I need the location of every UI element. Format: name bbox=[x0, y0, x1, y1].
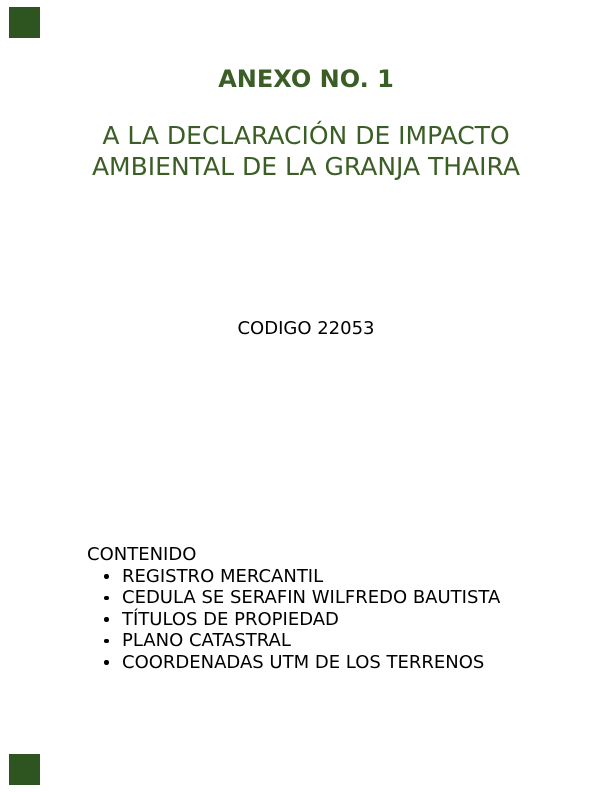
bullet-icon bbox=[104, 660, 109, 665]
list-item bbox=[87, 630, 582, 652]
page-title: ANEXO NO. 1 bbox=[218, 65, 394, 93]
bullet-icon bbox=[104, 639, 109, 644]
bullet-icon bbox=[104, 596, 109, 601]
contents-heading: CONTENIDO bbox=[87, 544, 197, 565]
list-item-text: CEDULA SE SERAFIN WILFREDO BAUTISTA bbox=[122, 587, 501, 609]
page-subtitle-line-1: A LA DECLARACIÓN DE IMPACTO bbox=[102, 121, 510, 150]
list-item bbox=[87, 652, 582, 674]
page-subtitle-line-2: AMBIENTAL DE LA GRANJA THAIRA bbox=[91, 152, 521, 181]
list-item bbox=[87, 566, 582, 588]
list-item bbox=[87, 587, 582, 609]
contents-section bbox=[87, 544, 582, 674]
bullet-icon bbox=[104, 617, 109, 622]
document-code: CODIGO 22053 bbox=[237, 318, 375, 339]
list-item-text: REGISTRO MERCANTIL bbox=[122, 565, 324, 587]
bullet-icon bbox=[104, 574, 109, 579]
list-item-text: PLANO CATASTRAL bbox=[122, 630, 291, 652]
corner-marker-bottom-left-icon bbox=[9, 754, 40, 785]
page-subtitle bbox=[0, 120, 612, 182]
list-item-text: COORDENADAS UTM DE LOS TERRENOS bbox=[122, 651, 485, 673]
list-item-text: TÍTULOS DE PROPIEDAD bbox=[122, 608, 339, 630]
list-item bbox=[87, 609, 582, 631]
corner-marker-top-left-icon bbox=[9, 7, 40, 38]
